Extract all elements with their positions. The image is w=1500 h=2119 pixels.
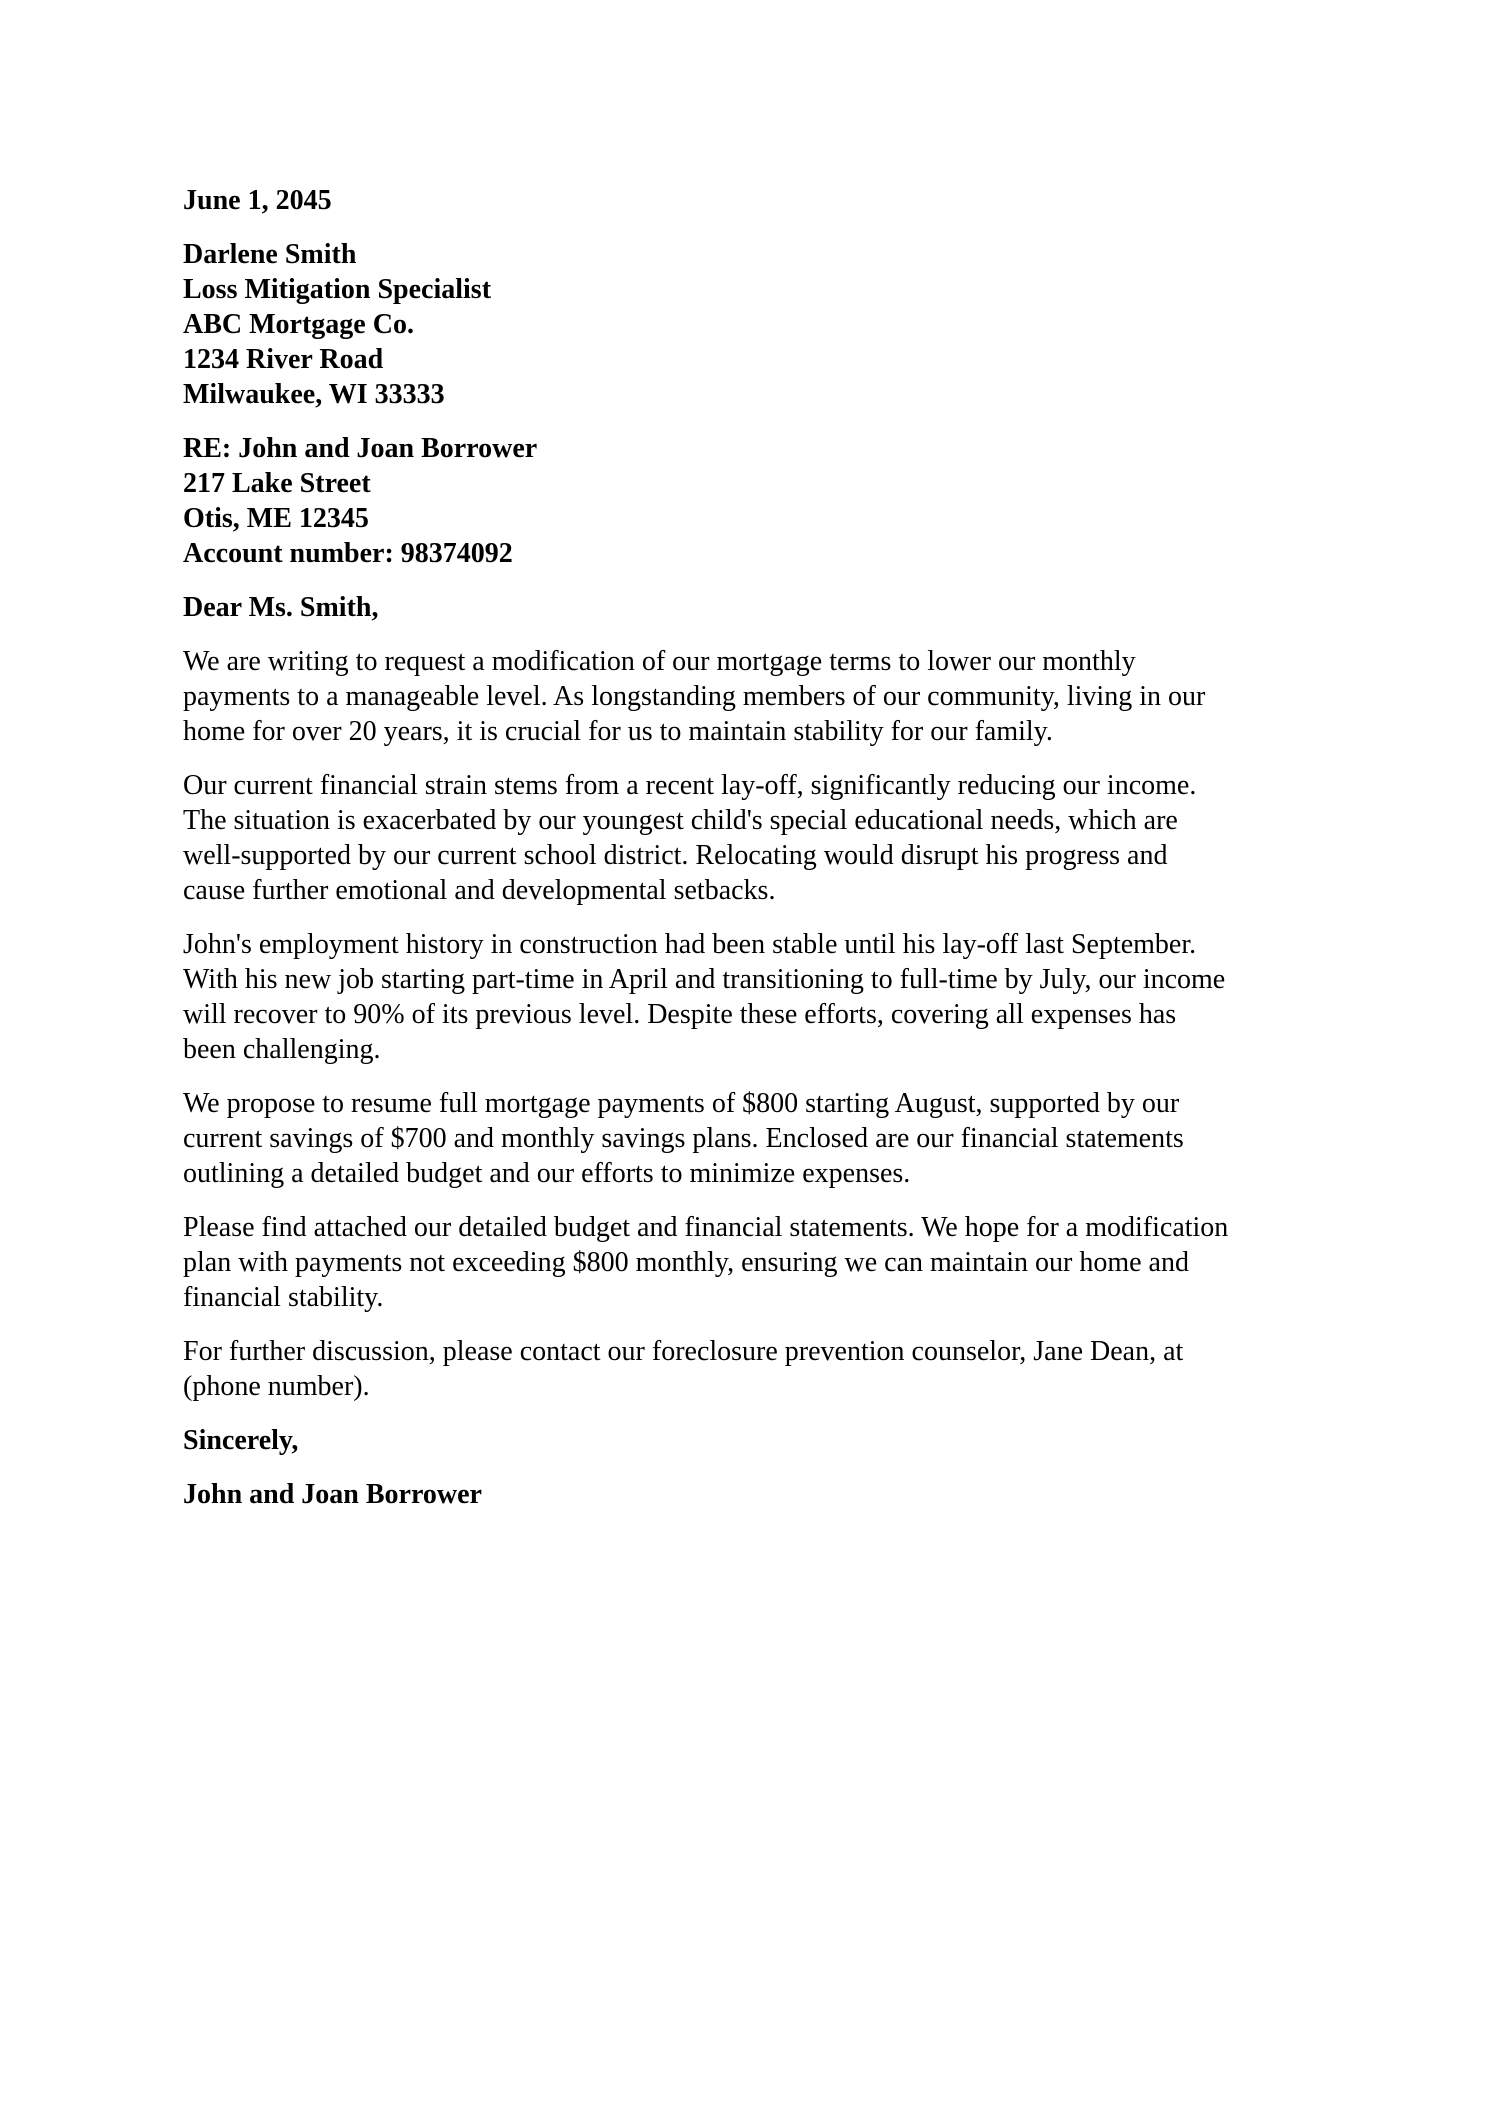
paragraph-line: For further discussion, please contact our foreclosure prevention counselor, Jane Dean, at (183, 1336, 1184, 1367)
salutation (183, 590, 1333, 625)
paragraph-line: John's employment history in construction had been stable until his lay-off last September. (183, 929, 1197, 960)
reference-city: Otis, ME 12345 (183, 503, 369, 534)
recipient-name: Darlene Smith (183, 239, 357, 270)
body-paragraph-attachments (183, 1210, 1333, 1315)
paragraph-line: With his new job starting part-time in April and transitioning to full-time by July, our income (183, 964, 1226, 995)
paragraph-line: Please find attached our detailed budget and financial statements. We hope for a modification (183, 1212, 1229, 1243)
body-paragraph-contact (183, 1334, 1333, 1404)
reference-block (183, 431, 1333, 571)
signature-text: John and Joan Borrower (183, 1479, 482, 1510)
paragraph-line: home for over 20 years, it is crucial for us to maintain stability for our family. (183, 716, 1053, 747)
paragraph-line: We propose to resume full mortgage payments of $800 starting August, supported by our (183, 1088, 1180, 1119)
salutation-text: Dear Ms. Smith, (183, 592, 379, 623)
paragraph-line: current savings of $700 and monthly savings plans. Enclosed are our financial statements (183, 1123, 1184, 1154)
closing (183, 1423, 1333, 1458)
signature (183, 1477, 1333, 1512)
reference-street: 217 Lake Street (183, 468, 371, 499)
paragraph-line: We are writing to request a modification of our mortgage terms to lower our monthly (183, 646, 1136, 677)
body-paragraph-request (183, 644, 1333, 749)
letter-body (183, 183, 1333, 1531)
closing-text: Sincerely, (183, 1425, 299, 1456)
body-paragraph-proposal (183, 1086, 1333, 1191)
paragraph-line: payments to a manageable level. As longstanding members of our community, living in our (183, 681, 1206, 712)
reference-re-line: RE: John and Joan Borrower (183, 433, 538, 464)
paragraph-line: The situation is exacerbated by our youngest child's special educational needs, which are (183, 805, 1178, 836)
paragraph-line: been challenging. (183, 1034, 381, 1065)
paragraph-line: outlining a detailed budget and our efforts to minimize expenses. (183, 1158, 911, 1189)
body-paragraph-hardship (183, 768, 1333, 908)
paragraph-line: Our current financial strain stems from a recent lay-off, significantly reducing our income. (183, 770, 1197, 801)
letter-date (183, 183, 1333, 218)
recipient-address-block (183, 237, 1333, 412)
recipient-title: Loss Mitigation Specialist (183, 274, 492, 305)
paragraph-line: (phone number). (183, 1371, 370, 1402)
reference-account-number: Account number: 98374092 (183, 538, 513, 569)
paragraph-line: cause further emotional and developmental setbacks. (183, 875, 776, 906)
recipient-company: ABC Mortgage Co. (183, 309, 414, 340)
date-text: June 1, 2045 (183, 185, 332, 216)
paragraph-line: well-supported by our current school district. Relocating would disrupt his progress and (183, 840, 1168, 871)
paragraph-line: plan with payments not exceeding $800 monthly, ensuring we can maintain our home and (183, 1247, 1189, 1278)
body-paragraph-employment (183, 927, 1333, 1067)
paragraph-line: will recover to 90% of its previous level. Despite these efforts, covering all expenses has (183, 999, 1177, 1030)
recipient-city: Milwaukee, WI 33333 (183, 379, 445, 410)
paragraph-line: financial stability. (183, 1282, 384, 1313)
recipient-street: 1234 River Road (183, 344, 384, 375)
